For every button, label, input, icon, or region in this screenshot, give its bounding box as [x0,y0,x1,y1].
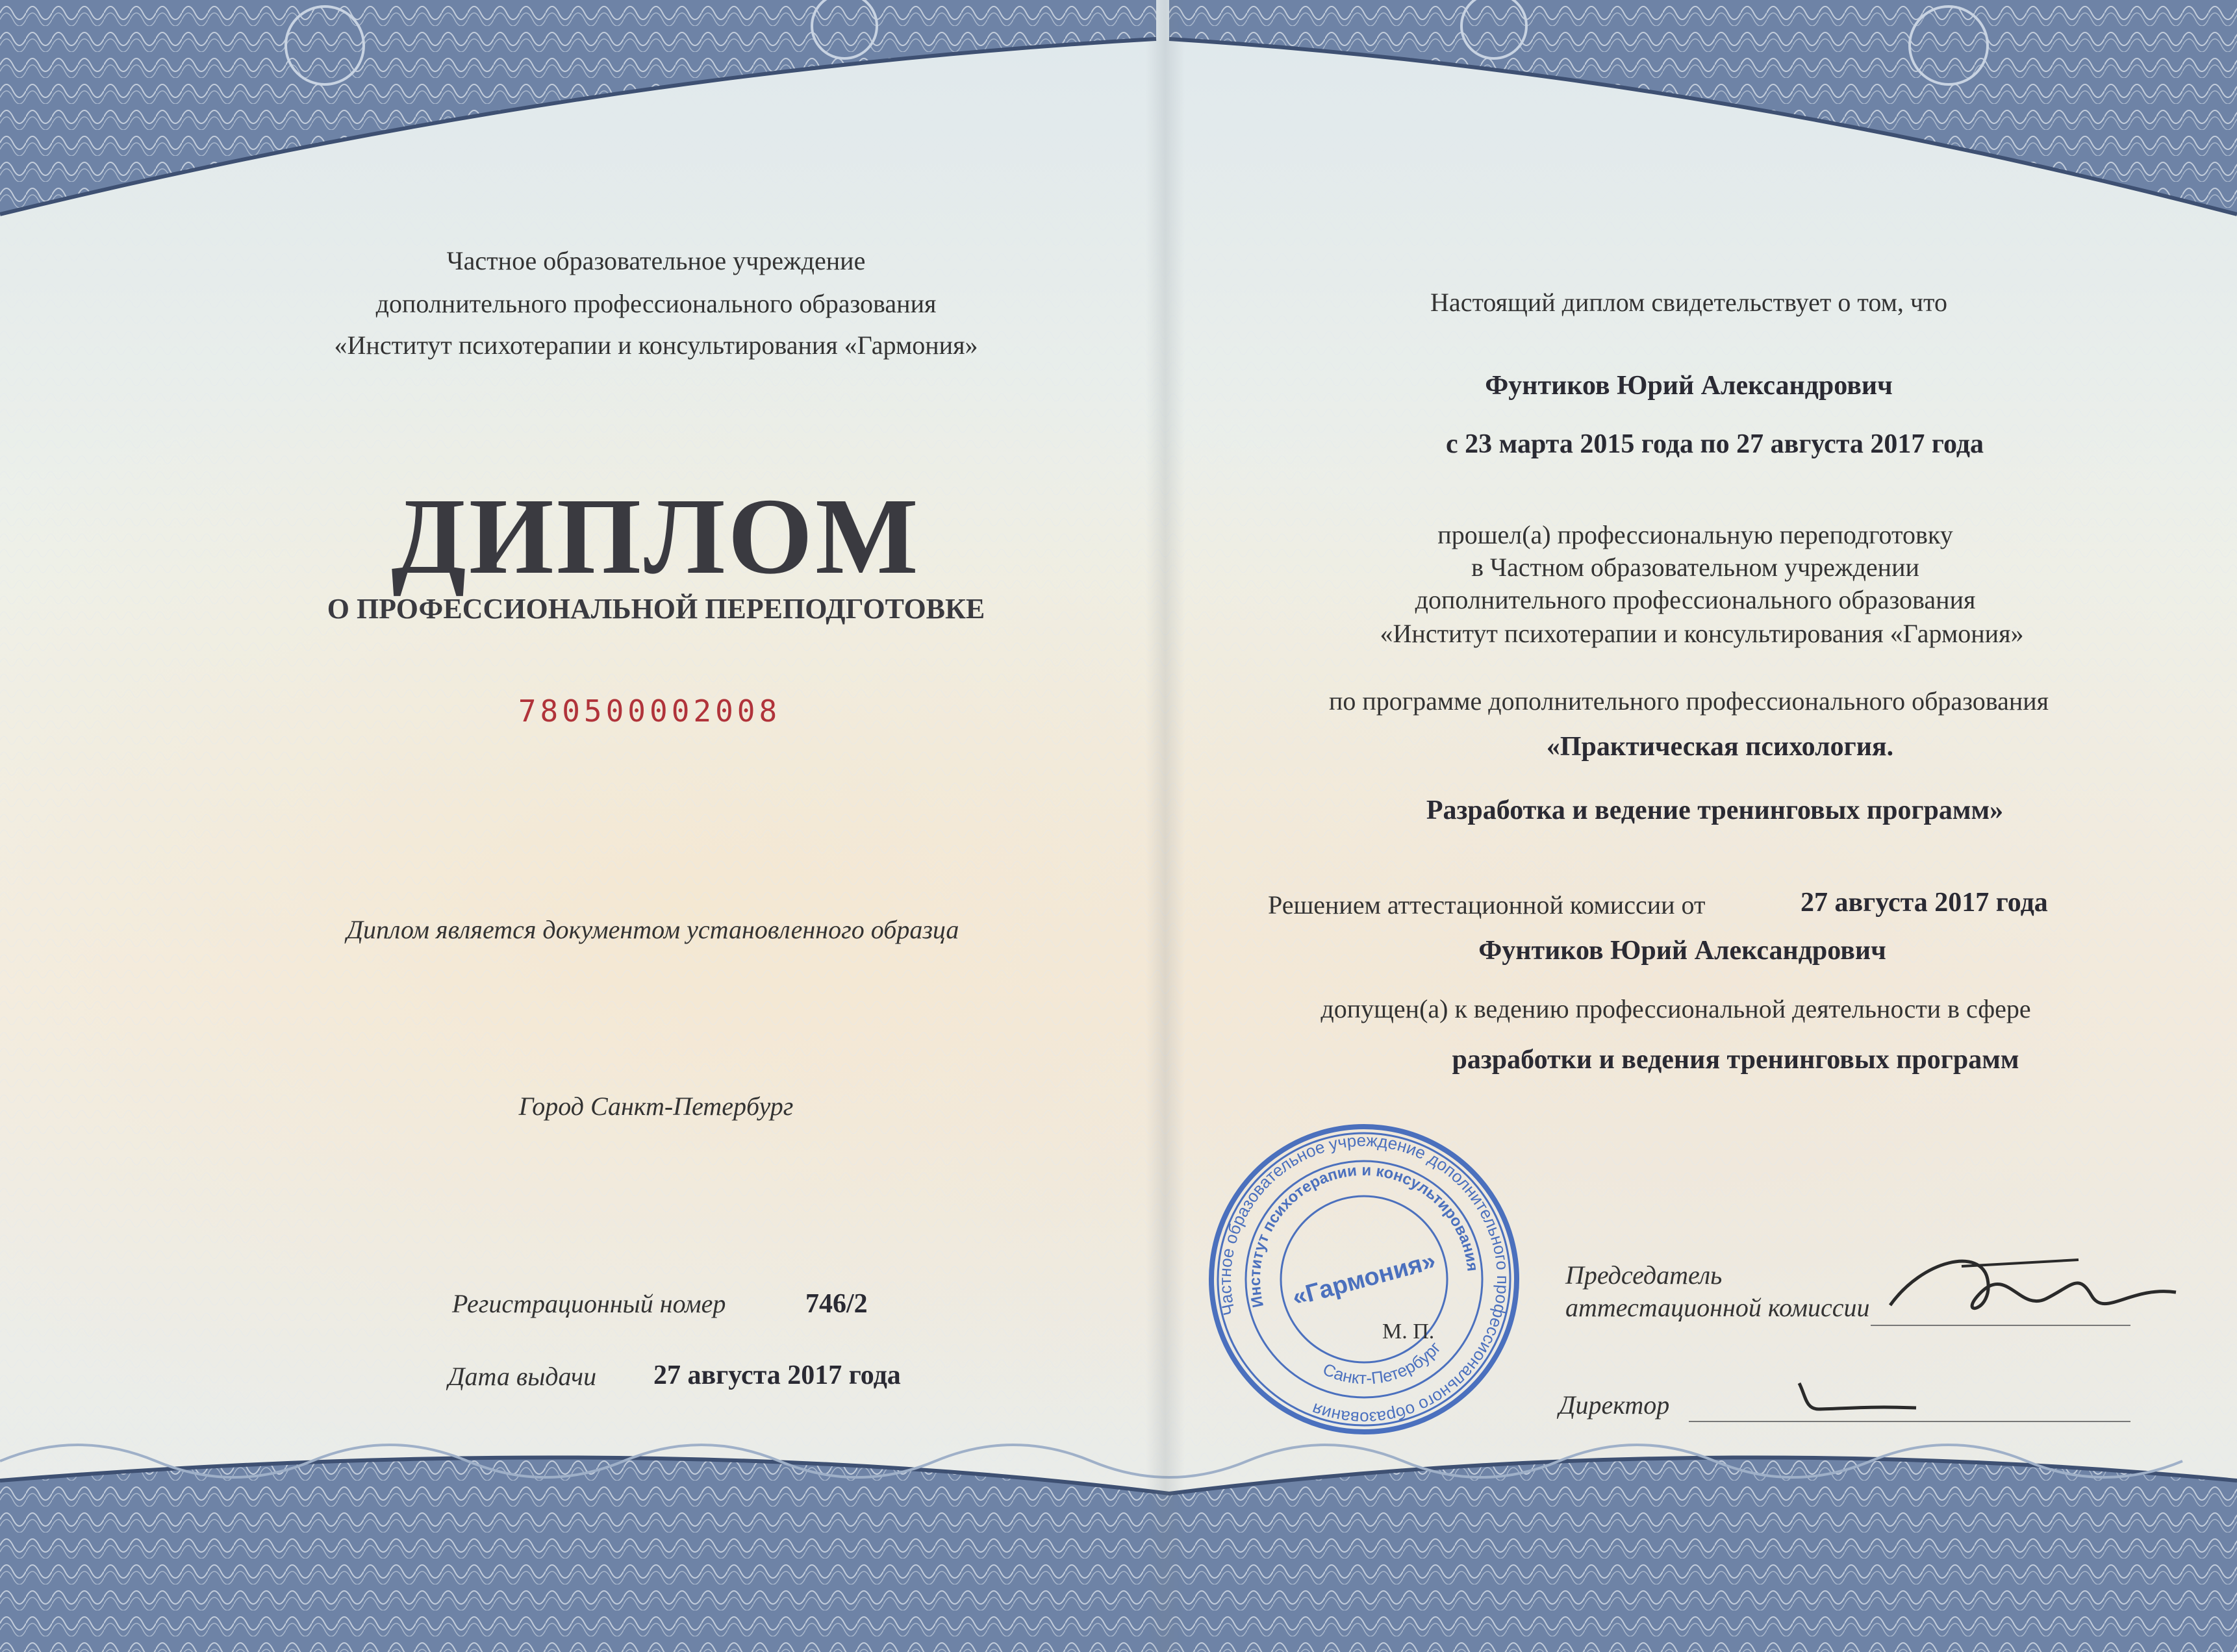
director-label: Директор [1559,1390,1670,1420]
institution-stamp [1202,1117,1526,1442]
registration-number: 746/2 [805,1289,868,1319]
chairman-label-2: аттестационной комиссии [1565,1293,1870,1322]
passed-line-3: дополнительного профессионального образования [1415,585,1976,614]
passed-line-2: в Частном образовательном учреждении [1471,553,1919,582]
commission-label: Решением аттестационной комиссии от [1268,890,1706,920]
diploma-subtitle: О ПРОФЕССИОНАЛЬНОЙ ПЕРЕПОДГОТОВКЕ [327,593,985,625]
program-title-line-2: Разработка и ведение тренинговых программ» [1426,795,2004,825]
stamp-center-text: «Гармония» [1289,1247,1439,1312]
chairman-label-1: Председатель [1565,1260,1723,1290]
issue-date: 27 августа 2017 года [653,1360,901,1390]
certifies-text: Настоящий диплом свидетельствует о том, что [1430,288,1947,317]
holder-name-repeat: Фунтиков Юрий Александрович [1478,936,1886,966]
program-title-line-1: «Практическая психология. [1546,732,1894,762]
serial-number: 780500002008 [518,694,781,729]
program-intro: по программе дополнительного профессионального образования [1328,686,2049,716]
study-period: с 23 марта 2015 года по 27 августа 2017 года [1446,429,1984,459]
mp-label: М. П. [1382,1320,1435,1344]
validity-note: Диплом является документом установленного образца [346,915,959,944]
passed-line-1: прошел(а) профессиональную переподготовку [1437,520,1953,549]
admitted-text: допущен(а) к ведению профессиональной деятельности в сфере [1321,994,2031,1023]
registration-label: Регистрационный номер [452,1289,726,1318]
director-signature [1786,1370,1929,1422]
institution-line-3: «Институт психотерапии и консультирования «Гармония» [334,331,978,360]
commission-date: 27 августа 2017 года [1801,888,2048,918]
city: Город Санкт-Петербург [518,1092,794,1121]
institution-line-2: дополнительного профессионального образования [375,289,937,318]
diploma-title: ДИПЛОМ [391,476,921,597]
chairman-signature [1884,1234,2182,1338]
stamp-inner-text: Институт психотерапии и консультирования [1246,1161,1482,1309]
professional-sphere: разработки и ведения тренинговых программ [1452,1045,2019,1075]
stamp-city-text: Санкт-Петербург [1320,1338,1445,1388]
passed-line-4: «Институт психотерапии и консультирования «Гармония» [1380,619,2024,648]
issue-date-label: Дата выдачи [448,1362,597,1391]
page-fold [1146,0,1185,1652]
institution-line-1: Частное образовательное учреждение [446,246,866,275]
stamp-outer-text: Частное образовательное учреждение дополнительного профессионального образования [1215,1130,1513,1429]
holder-name: Фунтиков Юрий Александрович [1485,371,1893,401]
